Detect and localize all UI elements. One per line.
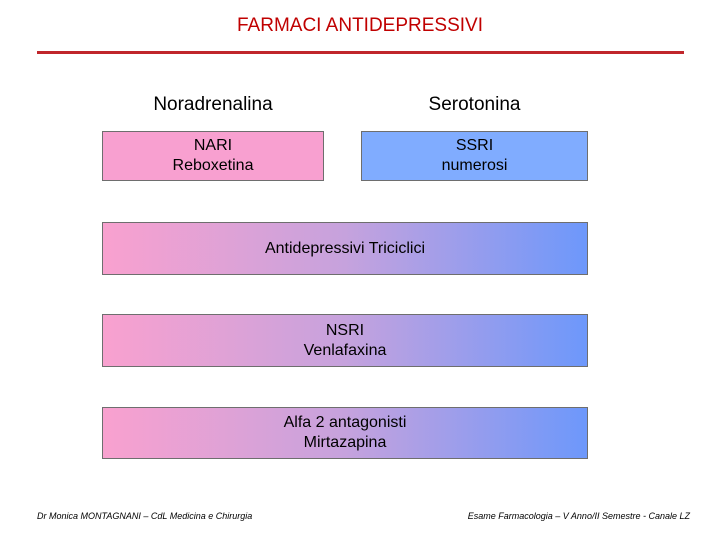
nsri-box [102, 314, 588, 367]
footer-course: Esame Farmacologia – V Anno/II Semestre - Canale LZ [467, 511, 690, 521]
ssri-class-label: SSRI [455, 137, 494, 154]
slide-title: FARMACI ANTIDEPRESSIVI [237, 15, 483, 36]
ssri-drug-label: numerosi [441, 157, 508, 174]
footer-author: Dr Monica MONTAGNANI – CdL Medicina e Chirurgia [37, 511, 253, 521]
noradrenaline-heading: Noradrenalina [153, 94, 273, 115]
alpha2-drug-label: Mirtazapina [303, 434, 387, 451]
nari-drug-label: Reboxetina [172, 157, 254, 174]
nari-class-label: NARI [193, 137, 233, 154]
tricyclics-label: Antidepressivi Triciclici [264, 239, 426, 257]
nari-box [102, 131, 324, 181]
alpha2-class-label: Alfa 2 antagonisti [283, 414, 407, 431]
alpha2-box [102, 407, 588, 459]
tricyclics-box [102, 222, 588, 275]
serotonin-heading: Serotonina [428, 94, 521, 115]
nsri-class-label: NSRI [325, 321, 365, 339]
nsri-drug-label: Venlafaxina [303, 341, 387, 359]
title-divider [37, 51, 684, 54]
ssri-box [361, 131, 588, 181]
